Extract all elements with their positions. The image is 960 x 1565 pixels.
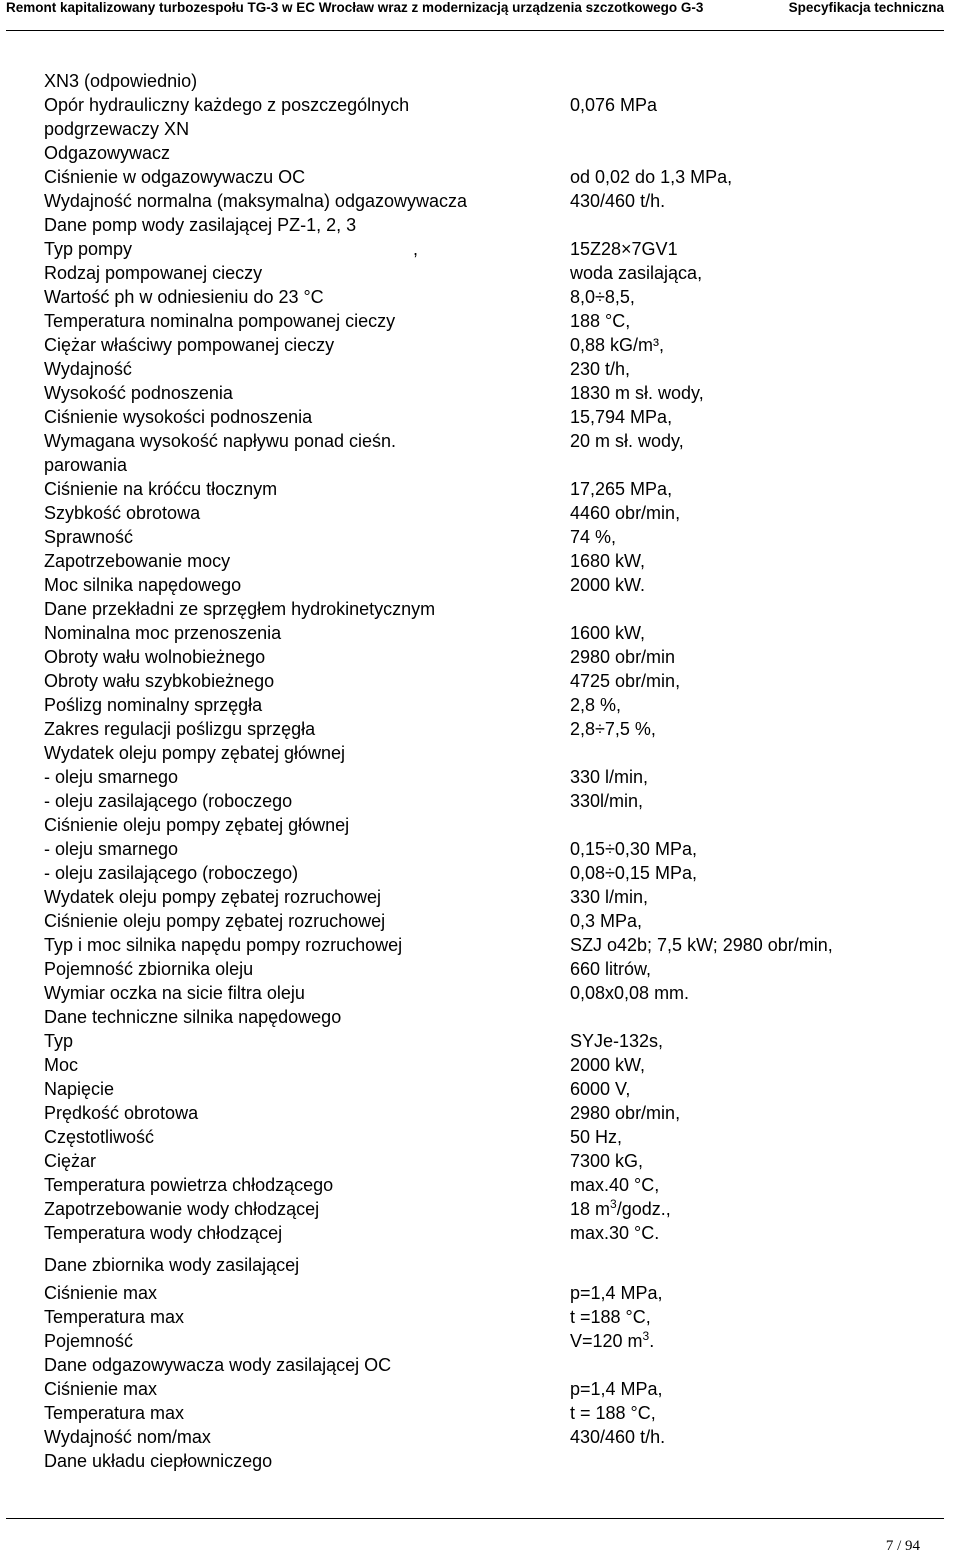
spec-row bbox=[44, 837, 934, 861]
spec-row bbox=[44, 1077, 934, 1101]
spec-row bbox=[44, 1305, 934, 1329]
spec-row bbox=[44, 93, 934, 117]
footer-divider bbox=[6, 1518, 944, 1519]
spec-row bbox=[44, 357, 934, 381]
spec-label: Prędkość obrotowa bbox=[44, 1103, 199, 1123]
spec-value bbox=[570, 1077, 630, 1101]
spec-label: Dane układu ciepłowniczego bbox=[44, 1451, 273, 1471]
spec-value bbox=[570, 1101, 680, 1125]
spec-row bbox=[44, 261, 934, 285]
spec-label: Moc silnika napędowego bbox=[44, 575, 242, 595]
spec-row bbox=[44, 477, 934, 501]
spec-row bbox=[44, 1101, 934, 1125]
spec-value bbox=[570, 477, 672, 501]
spec-label: Pojemność zbiornika oleju bbox=[44, 959, 254, 979]
spec-label: Wydajność bbox=[44, 359, 132, 379]
spec-value bbox=[570, 621, 645, 645]
spec-value-text: 230 t/h, bbox=[570, 359, 631, 379]
spec-value bbox=[570, 1377, 663, 1401]
spec-label: Dane zbiornika wody zasilającej bbox=[44, 1255, 300, 1275]
spec-row bbox=[44, 1377, 934, 1401]
spec-value-text: 2980 obr/min, bbox=[570, 1103, 681, 1123]
spec-value-text: 0,15÷0,30 MPa, bbox=[570, 839, 697, 859]
spec-value-text: 8,0÷8,5, bbox=[570, 287, 635, 307]
spec-row bbox=[44, 525, 934, 549]
spec-row bbox=[44, 549, 934, 573]
spec-label: Sprawność bbox=[44, 527, 134, 547]
spec-label: - oleju smarnego bbox=[44, 767, 179, 787]
spec-label: Zapotrzebowanie mocy bbox=[44, 551, 231, 571]
spec-value-text: woda zasilająca, bbox=[570, 263, 703, 283]
spec-row bbox=[44, 1449, 934, 1473]
spec-value-text: 15Z28×7GV1 bbox=[570, 239, 678, 259]
spec-row bbox=[44, 957, 934, 981]
spec-value-suffix: . bbox=[649, 1331, 655, 1351]
spec-value bbox=[570, 549, 645, 573]
page-number: 7 / 94 bbox=[885, 1538, 920, 1554]
spec-row bbox=[44, 1425, 934, 1449]
spec-row bbox=[44, 1197, 934, 1221]
spec-label: Zakres regulacji poślizgu sprzęgła bbox=[44, 719, 316, 739]
spec-value-text: 330 l/min, bbox=[570, 767, 649, 787]
spec-value bbox=[570, 1173, 659, 1197]
spec-label: - oleju smarnego bbox=[44, 839, 179, 859]
spec-value-suffix: /godz., bbox=[616, 1199, 671, 1219]
spec-label: Ciężar właściwy pompowanej cieczy bbox=[44, 335, 335, 355]
spec-value bbox=[570, 693, 621, 717]
spec-value bbox=[570, 933, 833, 957]
spec-value bbox=[570, 1425, 665, 1449]
spec-value bbox=[570, 1329, 654, 1355]
spec-label: Wysokość podnoszenia bbox=[44, 383, 233, 403]
spec-row bbox=[44, 981, 934, 1005]
spec-value bbox=[570, 1305, 651, 1329]
spec-value-text: 17,265 MPa, bbox=[570, 479, 673, 499]
spec-row bbox=[44, 117, 934, 141]
spec-value-text: 1830 m sł. wody, bbox=[570, 383, 704, 403]
spec-value-text: 7300 kG, bbox=[570, 1151, 644, 1171]
spec-label: Wymiar oczka na sicie filtra oleju bbox=[44, 983, 305, 1003]
spec-value-text: V=120 m bbox=[570, 1331, 643, 1351]
spec-value-text: t = 188 °C, bbox=[570, 1403, 656, 1423]
spec-row bbox=[44, 885, 934, 909]
header-section: Specyfikacja techniczna bbox=[788, 0, 944, 15]
spec-row bbox=[44, 597, 934, 621]
spec-value-text: 330 l/min, bbox=[570, 887, 649, 907]
spec-row bbox=[44, 861, 934, 885]
spec-row bbox=[44, 789, 934, 813]
spec-value bbox=[570, 1197, 671, 1223]
spec-value bbox=[570, 1125, 622, 1149]
spec-value-text: 2,8 %, bbox=[570, 695, 622, 715]
spec-value bbox=[570, 285, 635, 309]
spec-value bbox=[570, 861, 697, 885]
spec-value-text: 2,8÷7,5 %, bbox=[570, 719, 656, 739]
spec-label: Opór hydrauliczny każdego z poszczególnych bbox=[44, 95, 410, 115]
spec-value-text: 2000 kW. bbox=[570, 575, 646, 595]
spec-value bbox=[570, 669, 680, 693]
spec-row bbox=[44, 1173, 934, 1197]
spec-value bbox=[570, 645, 675, 669]
spec-value-text: p=1,4 MPa, bbox=[570, 1379, 663, 1399]
spec-value bbox=[570, 405, 672, 429]
spec-row bbox=[44, 717, 934, 741]
spec-label: Temperatura max bbox=[44, 1307, 185, 1327]
spec-value-text: 2000 kW, bbox=[570, 1055, 646, 1075]
spec-row bbox=[44, 213, 934, 237]
spec-label: Wymagana wysokość napływu ponad cieśn. bbox=[44, 431, 397, 451]
spec-row bbox=[44, 765, 934, 789]
spec-label: Ciśnienie na króćcu tłocznym bbox=[44, 479, 278, 499]
spec-row bbox=[44, 741, 934, 765]
spec-value bbox=[570, 789, 643, 813]
spec-label: Ciężar bbox=[44, 1151, 97, 1171]
spec-row bbox=[44, 141, 934, 165]
spec-value-text: 0,88 kG/m³, bbox=[570, 335, 665, 355]
spec-value bbox=[570, 93, 657, 117]
spec-label: Wartość ph w odniesieniu do 23 °C bbox=[44, 287, 324, 307]
spec-value bbox=[570, 525, 616, 549]
spec-value bbox=[570, 189, 665, 213]
spec-label: Typ pompy bbox=[44, 239, 133, 259]
spec-value bbox=[570, 1149, 643, 1173]
spec-row bbox=[44, 645, 934, 669]
spec-value-text: 4460 obr/min, bbox=[570, 503, 681, 523]
spec-value-text: 74 %, bbox=[570, 527, 617, 547]
spec-label: Ciśnienie oleju pompy zębatej rozruchowej bbox=[44, 911, 386, 931]
spec-value-text: 1680 kW, bbox=[570, 551, 646, 571]
spec-value bbox=[570, 573, 645, 597]
page-header bbox=[6, 0, 944, 31]
spec-label: XN3 (odpowiednio) bbox=[44, 71, 198, 91]
spec-label: Dane techniczne silnika napędowego bbox=[44, 1007, 342, 1027]
spec-label: Temperatura nominalna pompowanej cieczy bbox=[44, 311, 396, 331]
spec-label: Wydatek oleju pompy zębatej rozruchowej bbox=[44, 887, 382, 907]
spec-row bbox=[44, 501, 934, 525]
spec-value-superscript: 3 bbox=[642, 1329, 650, 1343]
spec-value bbox=[570, 957, 651, 981]
spec-row bbox=[44, 333, 934, 357]
spec-separator: , bbox=[413, 239, 419, 259]
spec-label: Wydatek oleju pompy zębatej głównej bbox=[44, 743, 346, 763]
header-title: Remont kapitalizowany turbozespołu TG-3 w EC Wrocław wraz z modernizacją urządzenia szczotkowego G-3 bbox=[6, 0, 704, 15]
spec-label: Odgazowywacz bbox=[44, 143, 171, 163]
spec-label: Moc bbox=[44, 1055, 79, 1075]
spec-row bbox=[44, 405, 934, 429]
spec-label: Obroty wału szybkobieżnego bbox=[44, 671, 275, 691]
spec-label: Temperatura wody chłodzącej bbox=[44, 1223, 283, 1243]
spec-label: Typ bbox=[44, 1031, 74, 1051]
spec-value bbox=[570, 1221, 659, 1245]
spec-row bbox=[44, 1281, 934, 1305]
spec-label: Napięcie bbox=[44, 1079, 115, 1099]
spec-value-text: 15,794 MPa, bbox=[570, 407, 673, 427]
spec-value bbox=[570, 1053, 645, 1077]
spec-label: Ciśnienie w odgazowywaczu OC bbox=[44, 167, 306, 187]
spec-value bbox=[570, 885, 648, 909]
spec-label: - oleju zasilającego (roboczego bbox=[44, 791, 293, 811]
spec-value bbox=[570, 381, 704, 405]
spec-row bbox=[44, 429, 934, 453]
spec-value bbox=[570, 429, 684, 453]
spec-label: Temperatura powietrza chłodzącego bbox=[44, 1175, 334, 1195]
spec-label: Ciśnienie max bbox=[44, 1283, 158, 1303]
spec-value bbox=[570, 357, 630, 381]
spec-value bbox=[570, 1029, 663, 1053]
spec-label: Ciśnienie max bbox=[44, 1379, 158, 1399]
spec-value bbox=[570, 309, 630, 333]
spec-value bbox=[570, 333, 664, 357]
spec-row bbox=[44, 1401, 934, 1425]
spec-label: Zapotrzebowanie wody chłodzącej bbox=[44, 1199, 320, 1219]
spec-row bbox=[44, 237, 934, 261]
spec-value-text: max.30 °C. bbox=[570, 1223, 660, 1243]
spec-row bbox=[44, 453, 934, 477]
spec-label: Nominalna moc przenoszenia bbox=[44, 623, 282, 643]
spec-value-text: 0,3 MPa, bbox=[570, 911, 643, 931]
spec-row bbox=[44, 69, 934, 93]
spec-value-text: t =188 °C, bbox=[570, 1307, 651, 1327]
spec-value-text: p=1,4 MPa, bbox=[570, 1283, 663, 1303]
spec-list bbox=[44, 69, 934, 1473]
spec-row bbox=[44, 189, 934, 213]
spec-row bbox=[44, 909, 934, 933]
spec-row bbox=[44, 669, 934, 693]
spec-value-text: max.40 °C, bbox=[570, 1175, 660, 1195]
spec-value bbox=[570, 261, 702, 285]
spec-row bbox=[44, 1029, 934, 1053]
spec-row bbox=[44, 165, 934, 189]
spec-value-text: 4725 obr/min, bbox=[570, 671, 681, 691]
spec-label: Typ i moc silnika napędu pompy rozruchowej bbox=[44, 935, 403, 955]
spec-value-superscript: 3 bbox=[610, 1197, 617, 1211]
spec-row bbox=[44, 1353, 934, 1377]
spec-value bbox=[570, 765, 648, 789]
spec-label: Ciśnienie oleju pompy zębatej głównej bbox=[44, 815, 350, 835]
spec-value-text: 430/460 t/h. bbox=[570, 1427, 666, 1447]
spec-row bbox=[44, 573, 934, 597]
spec-value-text: 660 litrów, bbox=[570, 959, 652, 979]
spec-label: Częstotliwość bbox=[44, 1127, 155, 1147]
spec-value-text: 20 m sł. wody, bbox=[570, 431, 684, 451]
spec-row bbox=[44, 693, 934, 717]
spec-label: Pojemność bbox=[44, 1331, 134, 1351]
spec-label: Temperatura max bbox=[44, 1403, 185, 1423]
spec-value-text: od 0,02 do 1,3 MPa, bbox=[570, 167, 733, 187]
spec-row bbox=[44, 1149, 934, 1173]
spec-value-text: 50 Hz, bbox=[570, 1127, 623, 1147]
spec-label: Rodzaj pompowanej cieczy bbox=[44, 263, 263, 283]
spec-value-text: 0,08÷0,15 MPa, bbox=[570, 863, 697, 883]
spec-value-text: 6000 V, bbox=[570, 1079, 631, 1099]
spec-label: Wydajność normalna (maksymalna) odgazowywacza bbox=[44, 191, 468, 211]
spec-label: podgrzewaczy XN bbox=[44, 119, 190, 139]
spec-row bbox=[44, 381, 934, 405]
spec-row bbox=[44, 1053, 934, 1077]
spec-value bbox=[570, 837, 697, 861]
spec-label: Obroty wału wolnobieżnego bbox=[44, 647, 266, 667]
spec-value-text: 0,076 MPa bbox=[570, 95, 658, 115]
spec-value bbox=[570, 1281, 663, 1305]
spec-row bbox=[44, 1329, 934, 1353]
spec-value-text: 188 °C, bbox=[570, 311, 631, 331]
spec-row bbox=[44, 1125, 934, 1149]
spec-row bbox=[44, 1253, 934, 1277]
spec-value-text: 0,08x0,08 mm. bbox=[570, 983, 690, 1003]
spec-label: Dane pomp wody zasilającej PZ-1, 2, 3 bbox=[44, 215, 357, 235]
spec-value bbox=[570, 165, 732, 189]
spec-label: Wydajność nom/max bbox=[44, 1427, 211, 1447]
spec-value-text: SYJe-132s, bbox=[570, 1031, 664, 1051]
spec-label: parowania bbox=[44, 455, 128, 475]
spec-value-text: 430/460 t/h. bbox=[570, 191, 666, 211]
spec-value-text: 1600 kW, bbox=[570, 623, 646, 643]
spec-label: Dane odgazowywacza wody zasilającej OC bbox=[44, 1355, 392, 1375]
spec-value bbox=[570, 501, 680, 525]
spec-label: Dane przekładni ze sprzęgłem hydrokinetycznym bbox=[44, 599, 436, 619]
spec-row bbox=[44, 1005, 934, 1029]
spec-row bbox=[44, 933, 934, 957]
spec-row bbox=[44, 813, 934, 837]
spec-label: Szybkość obrotowa bbox=[44, 503, 201, 523]
spec-row bbox=[44, 621, 934, 645]
spec-row bbox=[44, 1221, 934, 1245]
spec-value bbox=[570, 1401, 656, 1425]
spec-value-text: 330l/min, bbox=[570, 791, 644, 811]
spec-label: Ciśnienie wysokości podnoszenia bbox=[44, 407, 313, 427]
spec-value bbox=[570, 717, 656, 741]
spec-value bbox=[570, 909, 642, 933]
spec-value-text: 18 m bbox=[570, 1199, 611, 1219]
spec-value-text: SZJ o42b; 7,5 kW; 2980 obr/min, bbox=[570, 935, 833, 955]
spec-value-text: 2980 obr/min bbox=[570, 647, 676, 667]
spec-label: - oleju zasilającego (roboczego) bbox=[44, 863, 299, 883]
spec-value bbox=[570, 237, 678, 261]
spec-label: Poślizg nominalny sprzęgła bbox=[44, 695, 263, 715]
spec-row bbox=[44, 309, 934, 333]
spec-row bbox=[44, 285, 934, 309]
spec-value bbox=[570, 981, 689, 1005]
